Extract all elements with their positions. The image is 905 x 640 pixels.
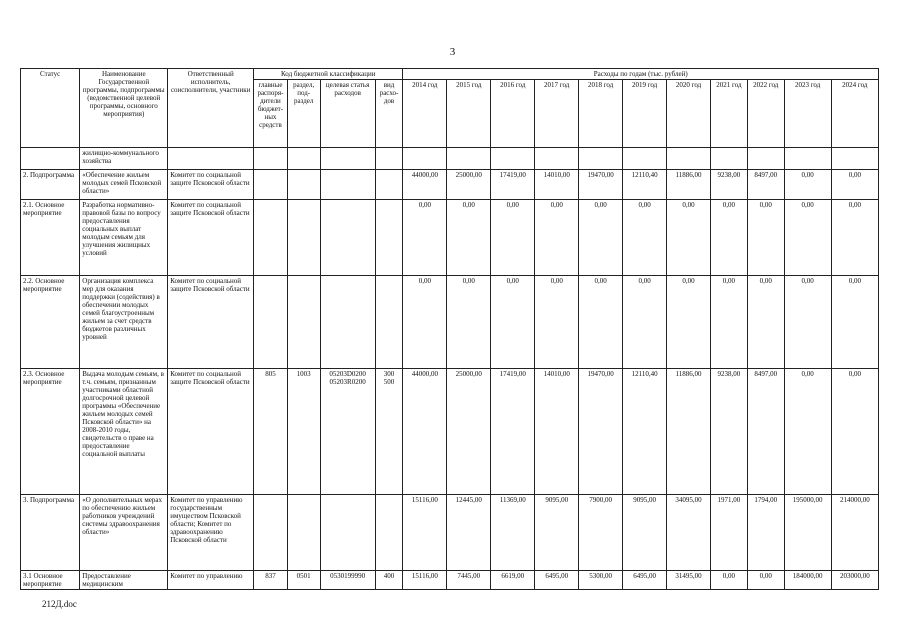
row-year-value: 9095,00: [623, 495, 667, 571]
row-year-value: 25000,00: [447, 170, 491, 200]
row-year-value: 9095,00: [535, 495, 579, 571]
row-year-value: 19470,00: [579, 170, 623, 200]
row-year-value: 17419,00: [491, 369, 535, 495]
row-year-value: 6495,00: [623, 571, 667, 590]
row-name: Разработка нормативно-правовой базы по вопросу предоставления социальных выплат молодым семьям для улучшения жилищных условий: [80, 200, 168, 276]
page-number: 3: [449, 46, 456, 58]
row-year-value: 184000,00: [784, 571, 831, 590]
row-year-value: 6495,00: [535, 571, 579, 590]
header-year-2018: 2018 год: [579, 80, 623, 148]
footer-filename: 212Д.doc: [42, 599, 77, 609]
header-responsible: Ответственный исполнитель, соисполнители, участники: [168, 69, 254, 148]
row-code-celevaya: [320, 170, 375, 200]
row-year-value: 44000,00: [403, 369, 447, 495]
row-year-value: 12110,40: [623, 170, 667, 200]
row-year-value: 0,00: [403, 276, 447, 369]
row-year-value: 0,00: [535, 200, 579, 276]
row-code-vid: [375, 495, 403, 571]
row-year-value: 0,00: [667, 276, 711, 369]
row-name: Организация комплекса мер для оказания поддержки (содействия) в обеспечении молодых семей благоустроенным жильем за счет средств бюджетов различных уровней: [80, 276, 168, 369]
header-year-2024: 2024 год: [831, 80, 878, 148]
row-code-gr: [254, 276, 288, 369]
row-code-celevaya: 05203D0200 05203R0200: [320, 369, 375, 495]
row-code-vid: 400: [375, 571, 403, 590]
row-year-value: 0,00: [784, 170, 831, 200]
row-year-value: 0,00: [747, 571, 784, 590]
row-year-value: 1971,00: [711, 495, 748, 571]
row-name: Предоставление медицинским: [80, 571, 168, 590]
header-expenses: Расходы по годам (тыс. рублей): [403, 69, 879, 80]
row-code-razdel: [287, 495, 320, 571]
row-year-value: 14010,00: [535, 170, 579, 200]
row-year-value: 0,00: [831, 200, 878, 276]
row-year-value: 0,00: [447, 276, 491, 369]
table-row: [21, 170, 879, 200]
row-code-gr: [254, 148, 288, 170]
row-year-value: [747, 148, 784, 170]
row-status: 2.2. Основное мероприятие: [21, 276, 80, 369]
row-status: 2.1. Основное мероприятие: [21, 200, 80, 276]
row-code-celevaya: [320, 148, 375, 170]
table-row: [21, 276, 879, 369]
row-year-value: 0,00: [831, 170, 878, 200]
row-year-value: [447, 148, 491, 170]
row-responsible: Комитет по социальной защите Псковской области: [168, 170, 254, 200]
row-code-vid: [375, 276, 403, 369]
header-name: Наименование Государственной программы, подпрограммы (ведомственной целевой программы, основного мероприятия): [80, 69, 168, 148]
row-year-value: 9238,00: [711, 170, 748, 200]
row-status: 2.3. Основное мероприятие: [21, 369, 80, 495]
row-year-value: 6619,00: [491, 571, 535, 590]
row-code-celevaya: [320, 200, 375, 276]
row-year-value: 0,00: [831, 369, 878, 495]
row-year-value: 15116,00: [403, 571, 447, 590]
row-code-razdel: [287, 148, 320, 170]
row-code-razdel: [287, 170, 320, 200]
header-year-2016: 2016 год: [491, 80, 535, 148]
row-year-value: 11886,00: [667, 170, 711, 200]
row-name: Выдача молодым семьям, в т.ч. семьям, признанным участниками областной долгосрочной целевой программы «Обеспечение жильем молодых семей Псковской области» на 2008-2010 годы, свидетельств о праве на предоставление социальной выплаты: [80, 369, 168, 495]
row-code-vid: [375, 170, 403, 200]
row-year-value: 0,00: [491, 200, 535, 276]
table-row: [21, 571, 879, 590]
row-year-value: [667, 148, 711, 170]
row-year-value: 0,00: [667, 200, 711, 276]
header-code-razdel: раздел, под-раздел: [287, 80, 320, 148]
row-code-celevaya: [320, 276, 375, 369]
row-year-value: [711, 148, 748, 170]
row-year-value: 11886,00: [667, 369, 711, 495]
row-year-value: 9238,00: [711, 369, 748, 495]
row-name: «О дополнительных мерах по обеспечению жильем работников учреждений системы здравоохранения области»: [80, 495, 168, 571]
row-year-value: 31495,00: [667, 571, 711, 590]
row-code-gr: [254, 200, 288, 276]
header-year-2022: 2022 год: [747, 80, 784, 148]
row-year-value: 0,00: [623, 276, 667, 369]
row-year-value: 0,00: [579, 276, 623, 369]
table-row: [21, 200, 879, 276]
row-status: 2. Подпрограмма: [21, 170, 80, 200]
row-year-value: 0,00: [784, 276, 831, 369]
row-year-value: 214000,00: [831, 495, 878, 571]
header-year-2021: 2021 год: [711, 80, 748, 148]
row-year-value: 0,00: [447, 200, 491, 276]
header-status: Статус: [21, 69, 80, 148]
row-responsible: [168, 148, 254, 170]
row-status: 3. Подпрограмма: [21, 495, 80, 571]
table-row: [21, 148, 879, 170]
row-code-razdel: 1003: [287, 369, 320, 495]
row-code-gr: [254, 170, 288, 200]
row-year-value: 0,00: [831, 276, 878, 369]
row-year-value: [784, 148, 831, 170]
row-code-vid: [375, 148, 403, 170]
row-name: «Обеспечение жильем молодых семей Псковской области»: [80, 170, 168, 200]
row-year-value: 25000,00: [447, 369, 491, 495]
row-code-celevaya: [320, 495, 375, 571]
row-year-value: 0,00: [747, 200, 784, 276]
row-year-value: 34095,00: [667, 495, 711, 571]
row-year-value: 0,00: [579, 200, 623, 276]
table-row: [21, 495, 879, 571]
row-year-value: 0,00: [711, 276, 748, 369]
row-year-value: 7900,00: [579, 495, 623, 571]
row-responsible: Комитет по социальной защите Псковской области: [168, 369, 254, 495]
row-code-gr: 837: [254, 571, 288, 590]
row-year-value: 203000,00: [831, 571, 878, 590]
row-year-value: 0,00: [535, 276, 579, 369]
row-year-value: 7445,00: [447, 571, 491, 590]
row-year-value: 8497,00: [747, 170, 784, 200]
row-status: 3.1 Основное мероприятие: [21, 571, 80, 590]
row-year-value: 14010,00: [535, 369, 579, 495]
header-year-2017: 2017 год: [535, 80, 579, 148]
table-row: [21, 369, 879, 495]
row-year-value: 0,00: [784, 200, 831, 276]
row-code-razdel: [287, 276, 320, 369]
row-code-celevaya: 0530199990: [320, 571, 375, 590]
row-year-value: 17419,00: [491, 170, 535, 200]
header-code-vid: вид расхо-дов: [375, 80, 403, 148]
row-year-value: 12110,40: [623, 369, 667, 495]
header-code-gr: главные распоря-дители бюджет-ных средств: [254, 80, 288, 148]
row-year-value: 11369,00: [491, 495, 535, 571]
row-code-vid: [375, 200, 403, 276]
row-year-value: 0,00: [403, 200, 447, 276]
row-year-value: 44000,00: [403, 170, 447, 200]
header-year-2014: 2014 год: [403, 80, 447, 148]
header-year-2019: 2019 год: [623, 80, 667, 148]
row-year-value: [831, 148, 878, 170]
row-year-value: 8497,00: [747, 369, 784, 495]
row-year-value: [535, 148, 579, 170]
row-year-value: 1794,00: [747, 495, 784, 571]
row-year-value: 12445,00: [447, 495, 491, 571]
row-code-razdel: 0501: [287, 571, 320, 590]
row-code-razdel: [287, 200, 320, 276]
row-code-gr: [254, 495, 288, 571]
header-code-celevaya: целевая статья расходов: [320, 80, 375, 148]
row-responsible: Комитет по социальной защите Псковской области: [168, 200, 254, 276]
row-code-gr: 805: [254, 369, 288, 495]
row-responsible: Комитет по управлению: [168, 571, 254, 590]
row-year-value: [623, 148, 667, 170]
row-year-value: 195000,00: [784, 495, 831, 571]
row-responsible: Комитет по управлению государственным имуществом Псковской области; Комитет по здравоохранению Псковской области: [168, 495, 254, 571]
row-year-value: [403, 148, 447, 170]
header-year-2023: 2023 год: [784, 80, 831, 148]
row-year-value: [491, 148, 535, 170]
row-year-value: 0,00: [711, 571, 748, 590]
budget-table: [20, 68, 879, 590]
row-status: [21, 148, 80, 170]
row-responsible: Комитет по социальной защите Псковской области: [168, 276, 254, 369]
header-budget-code: Код бюджетной классификации: [254, 69, 403, 80]
header-year-2015: 2015 год: [447, 80, 491, 148]
header-year-2020: 2020 год: [667, 80, 711, 148]
row-year-value: 0,00: [747, 276, 784, 369]
row-name: жилищно-коммунального хозяйства: [80, 148, 168, 170]
row-year-value: [579, 148, 623, 170]
row-year-value: 0,00: [623, 200, 667, 276]
row-year-value: 0,00: [711, 200, 748, 276]
row-year-value: 0,00: [491, 276, 535, 369]
row-year-value: 0,00: [784, 369, 831, 495]
row-year-value: 15116,00: [403, 495, 447, 571]
row-year-value: 5300,00: [579, 571, 623, 590]
row-code-vid: 300 500: [375, 369, 403, 495]
row-year-value: 19470,00: [579, 369, 623, 495]
